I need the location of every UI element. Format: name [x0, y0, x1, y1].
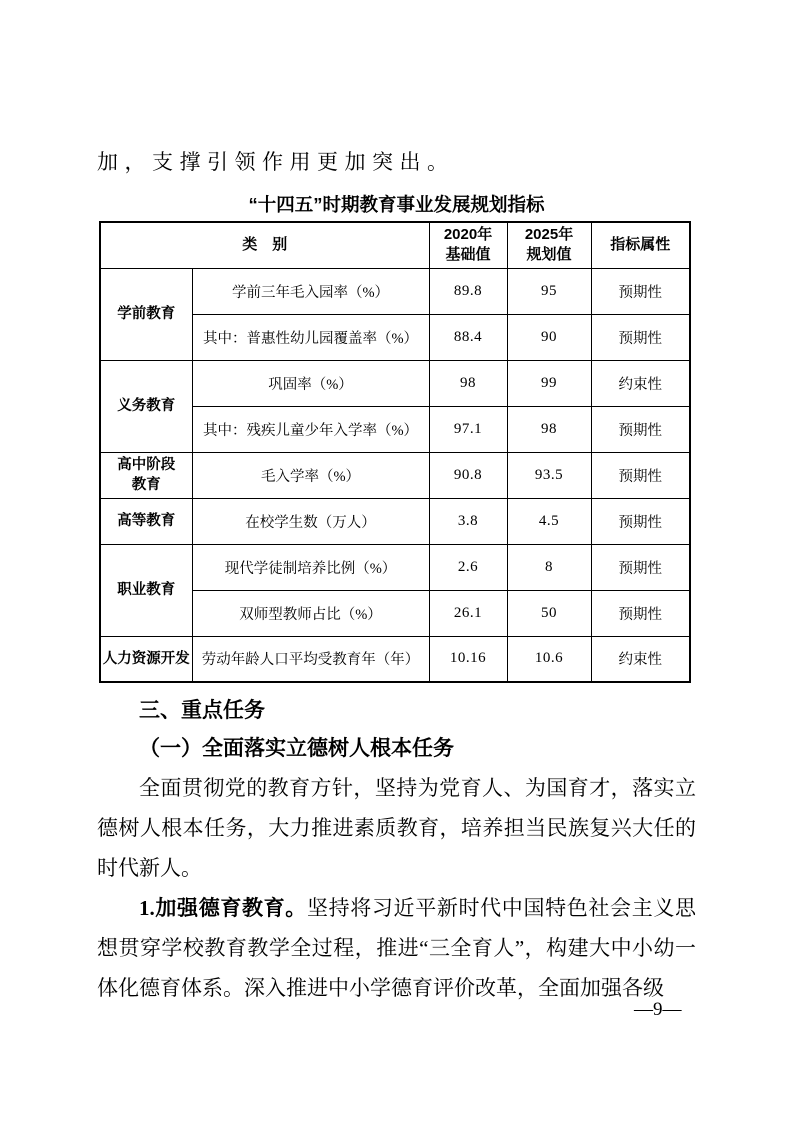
- indicator-cell: 现代学徒制培养比例（%）: [192, 544, 429, 590]
- value-2025-cell: 98: [507, 406, 591, 452]
- value-2020-cell: 88.4: [429, 314, 507, 360]
- attribute-cell: 预期性: [591, 590, 690, 636]
- value-2020-cell: 98: [429, 360, 507, 406]
- section-heading-level1: 三、重点任务: [139, 699, 265, 722]
- planning-indicators-table: [99, 221, 691, 683]
- attribute-cell: 预期性: [591, 314, 690, 360]
- header-2025-line2: 规划值: [526, 246, 572, 264]
- value-2025-cell: 90: [507, 314, 591, 360]
- header-2025-plan: [507, 222, 591, 268]
- value-2025-cell: 99: [507, 360, 591, 406]
- table-title: “十四五”时期教育事业发展规划指标: [248, 194, 545, 215]
- attribute-cell: 预期性: [591, 268, 690, 314]
- value-2020-cell: 90.8: [429, 452, 507, 498]
- attribute-cell: 预期性: [591, 544, 690, 590]
- attribute-cell: 约束性: [591, 360, 690, 406]
- paragraph-text: 坚持将习近平新时代中国特色社会主义思想贯穿学校教育教学全过程，推进“三全育人”，构建大中小幼一体化德育体系。深入推进中小学德育评价改革，全面加强各级: [97, 896, 697, 1000]
- attribute-cell: 预期性: [591, 452, 690, 498]
- group-cell-senior-high: 高中阶段 教育: [100, 452, 192, 498]
- value-2025-cell: 50: [507, 590, 591, 636]
- table-row: [100, 360, 690, 406]
- table-row: [100, 544, 690, 590]
- group-cell-preschool: 学前教育: [100, 268, 192, 360]
- value-2025-cell: 93.5: [507, 452, 591, 498]
- indicator-cell: 巩固率（%）: [192, 360, 429, 406]
- value-2020-cell: 2.6: [429, 544, 507, 590]
- indicator-cell: 劳动年龄人口平均受教育年（年）: [192, 636, 429, 682]
- header-2020-line2: 基础值: [445, 246, 491, 264]
- table-row: [100, 268, 690, 314]
- value-2025-cell: 10.6: [507, 636, 591, 682]
- indicator-cell: 学前三年毛入园率（%）: [192, 268, 429, 314]
- table-row: [100, 636, 690, 682]
- intro-paragraph: 加，支撑引领作用更加突出。: [97, 150, 455, 174]
- header-attribute: 指标属性: [591, 222, 690, 268]
- value-2025-cell: 4.5: [507, 498, 591, 544]
- body-paragraph-1: 全面贯彻党的教育方针，坚持为党育人、为国育才，落实立德树人根本任务，大力推进素质教育，培养担当民族复兴大任的时代新人。: [97, 776, 696, 880]
- group-cell-higher-ed: 高等教育: [100, 498, 192, 544]
- value-2020-cell: 26.1: [429, 590, 507, 636]
- header-2020-line1: 2020年: [443, 226, 493, 244]
- indicator-cell: 毛入学率（%）: [192, 452, 429, 498]
- value-2025-cell: 8: [507, 544, 591, 590]
- indicator-cell: 在校学生数（万人）: [192, 498, 429, 544]
- indicator-cell: 其中：残疾儿童少年入学率（%）: [192, 406, 429, 452]
- page-number: —9—: [634, 999, 682, 1020]
- value-2020-cell: 10.16: [429, 636, 507, 682]
- group-cell-vocational: 职业教育: [100, 544, 192, 636]
- value-2020-cell: 3.8: [429, 498, 507, 544]
- header-2025-line1: 2025年: [524, 226, 574, 244]
- body-paragraph-2: [97, 888, 696, 1008]
- section-heading-level2: （一）全面落实立德树人根本任务: [139, 736, 454, 760]
- value-2020-cell: 89.8: [429, 268, 507, 314]
- attribute-cell: 预期性: [591, 498, 690, 544]
- table-row: [100, 498, 690, 544]
- table-row: [100, 452, 690, 498]
- header-category: 类 别: [100, 222, 429, 268]
- table-header-row: [100, 222, 690, 268]
- group-cell-hr-development: 人力资源开发: [100, 636, 192, 682]
- attribute-cell: 预期性: [591, 406, 690, 452]
- group-cell-compulsory: 义务教育: [100, 360, 192, 452]
- value-2020-cell: 97.1: [429, 406, 507, 452]
- header-2020-baseline: [429, 222, 507, 268]
- indicator-cell: 其中：普惠性幼儿园覆盖率（%）: [192, 314, 429, 360]
- value-2025-cell: 95: [507, 268, 591, 314]
- paragraph-bold-lead: 1.加强德育教育。: [139, 896, 307, 920]
- indicator-cell: 双师型教师占比（%）: [192, 590, 429, 636]
- attribute-cell: 约束性: [591, 636, 690, 682]
